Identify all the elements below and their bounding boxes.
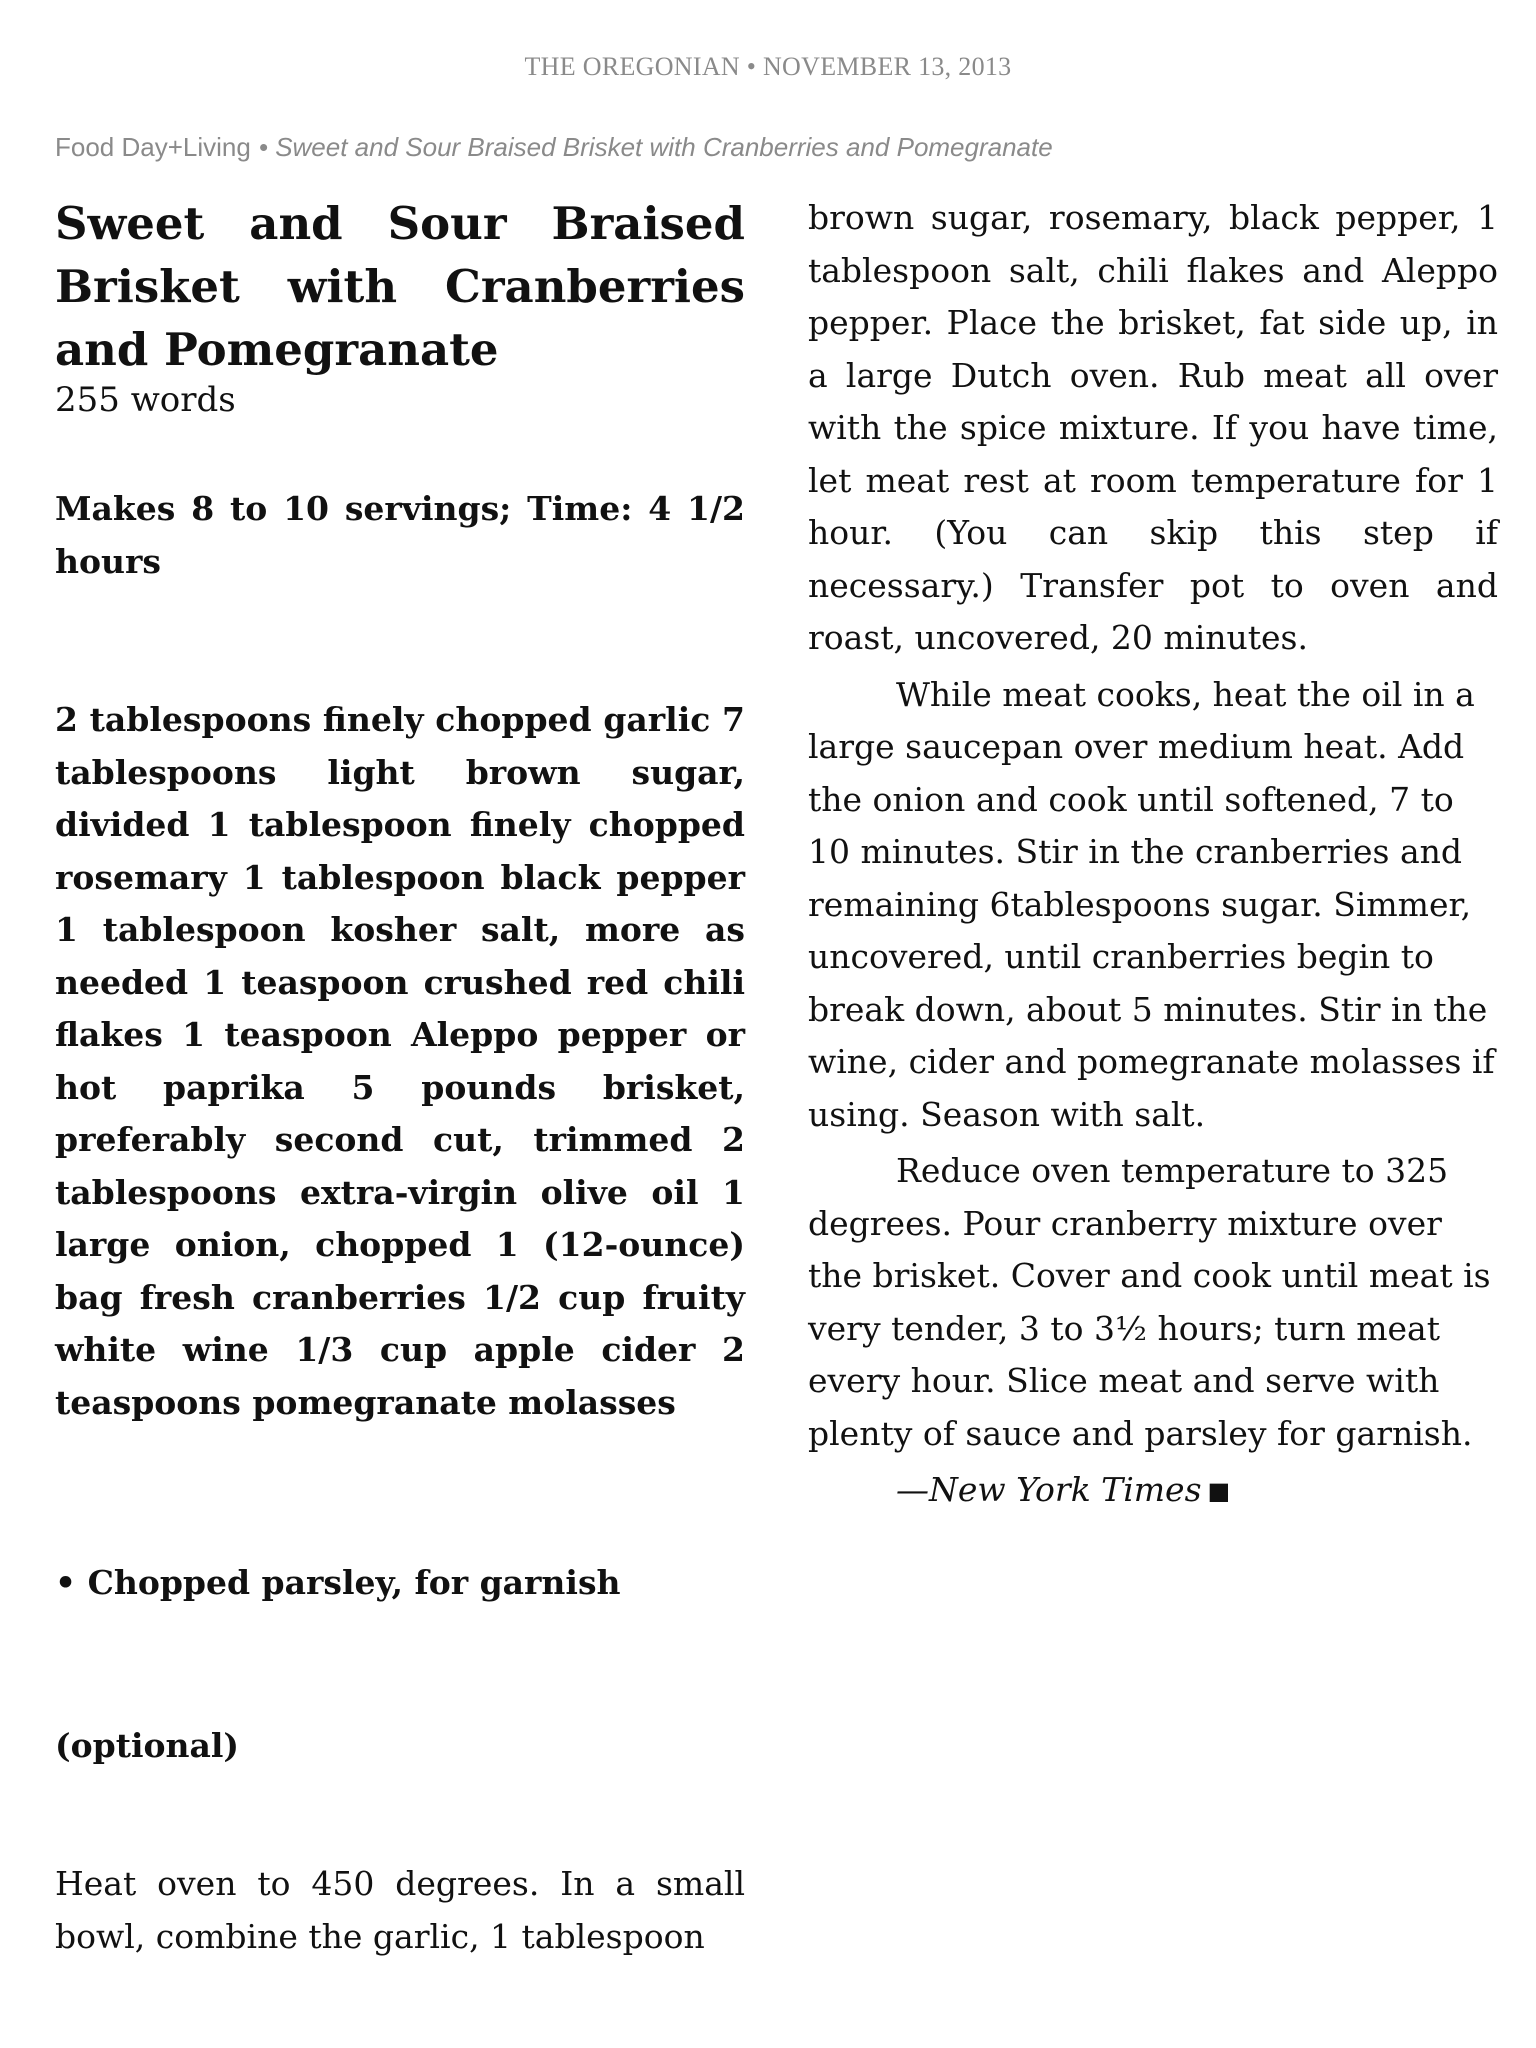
breadcrumb xyxy=(55,132,1053,163)
breadcrumb-section[interactable]: Food Day+Living xyxy=(55,132,251,162)
left-column xyxy=(55,192,745,1963)
source-credit: —New York Times xyxy=(896,1470,1202,1509)
right-column xyxy=(808,192,1498,1518)
servings-info: Makes 8 to 10 servings; Time: 4 1/2 hours xyxy=(55,489,745,581)
method-paragraph-2: While meat cooks, heat the oil in a large saucepan over medium heat. Add the onion and cook until softened, 7 to 10 minutes. Stir in the cranberries and remaining 6tablespoons sugar. Simmer, uncovered, until cranberries begin to break down, about 5 minutes. Stir in the wine, cider and pomegranate molasses if using. Season with salt. xyxy=(808,674,1495,1134)
breadcrumb-article: Sweet and Sour Braised Brisket with Cranberries and Pomegranate xyxy=(275,132,1053,162)
masthead: THE OREGONIAN • NOVEMBER 13, 2013 xyxy=(524,52,1012,81)
credit-line xyxy=(808,1464,1498,1518)
method-paragraph-3: Reduce oven temperature to 325 degrees. Pour cranberry mixture over the brisket. Cover and cook until meat is very tender, 3 to 3½ hours; turn meat every hour. Slice meat and serve with plenty of sauce and parsley for garnish. xyxy=(808,1151,1491,1453)
word-count: 255 words xyxy=(55,380,236,420)
method-paragraph-1-start: Heat oven to 450 degrees. In a small bowl, combine the garlic, 1 tablespoon xyxy=(55,1864,745,1956)
garnish-item: • Chopped parsley, for garnish xyxy=(55,1563,621,1602)
ingredients-list: 2 tablespoons finely chopped garlic 7 tablespoons light brown sugar, divided 1 tablespoon finely chopped rosemary 1 tablespoon black pepper 1 tablespoon kosher salt, more as needed 1 teaspoon crushed red chili flakes 1 teaspoon Aleppo pepper or hot paprika 5 pounds brisket, preferably second cut, trimmed 2 tablespoons extra-virgin olive oil 1 large onion, chopped 1 (12-ounce) bag fresh cranberries 1/2 cup fruity white wine 1/3 cup apple cider 2 teaspoons pomegranate molasses xyxy=(55,700,745,1422)
article-title: Sweet and Sour Braised Brisket with Cranberries and Pomegranate xyxy=(55,197,745,376)
end-mark-icon: ■ xyxy=(1207,1477,1231,1505)
method-paragraph-1-continued: brown sugar, rosemary, black pepper, 1 tablespoon salt, chili flakes and Aleppo pepper. Place the brisket, fat side up, in a large Dutch oven. Rub meat all over with the spice mixture. If you have time, let meat rest at room temperature for 1 hour. (You can skip this step if necessary.) Transfer pot to oven and roast, uncovered, 20 minutes. xyxy=(808,198,1498,657)
breadcrumb-separator: • xyxy=(258,132,268,162)
optional-note: (optional) xyxy=(55,1725,240,1765)
